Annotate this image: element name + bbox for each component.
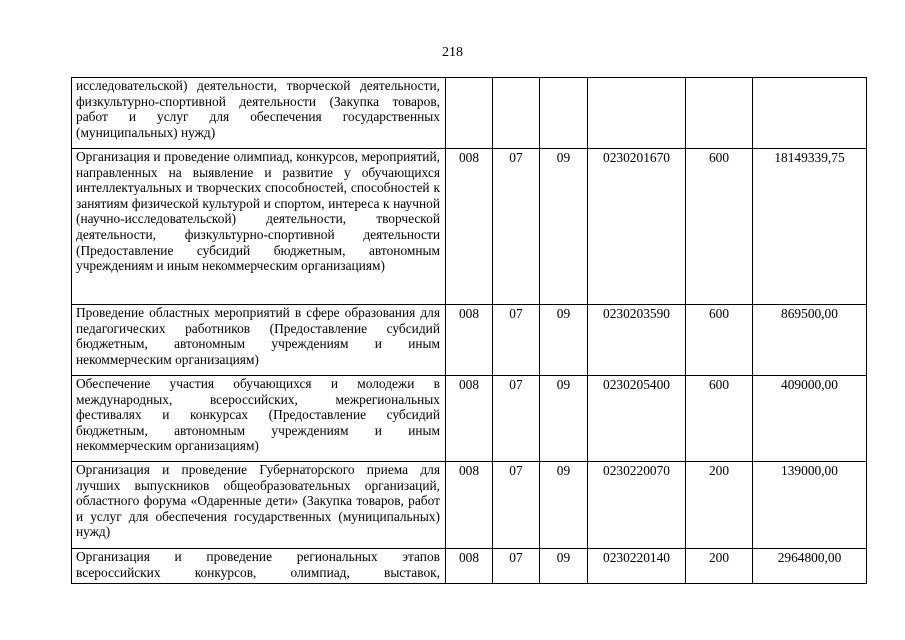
subsection-code: 09 [540,462,588,549]
row-description: Проведение областных мероприятий в сфере образования для педагогических работников (Предоставление субсидий бюджетным, автономным учреждениям и иным некоммерческим организациям) [72,305,446,376]
expense-type-code: 200 [686,549,753,584]
row-description: исследовательской) деятельности, творческой деятельности, физкультурно-спортивной деятельности (Закупка товаров, работ и услуг для обеспечения государственных (муниципальных) нужд) [72,78,446,149]
expense-type-code: 600 [686,305,753,376]
row-description: Обеспечение участия обучающихся и молодежи в международных, всероссийских, межрегиональных фестивалях и конкурсах (Предоставление субсидий бюджетным, автономным учреждениям и иным некоммерческим организациям) [72,376,446,462]
section-code: 07 [493,376,540,462]
page-number: 218 [442,45,463,60]
section-code: 07 [493,305,540,376]
target-article-code: 0230205400 [588,376,686,462]
subsection-code: 09 [540,149,588,305]
section-code: 07 [493,549,540,584]
target-article-code: 0230203590 [588,305,686,376]
subsection-code: 09 [540,376,588,462]
table-row [72,549,867,584]
expense-type-code: 600 [686,376,753,462]
ministry-code: 008 [446,549,493,584]
budget-table [71,77,867,584]
amount-value: 18149339,75 [753,149,867,305]
row-description: Организация и проведение региональных этапов всероссийских конкурсов, олимпиад, выставок, [72,549,446,584]
ministry-code: 008 [446,305,493,376]
ministry-code: 008 [446,462,493,549]
target-article-code: 0230220070 [588,462,686,549]
subsection-code: 09 [540,549,588,584]
subsection-code [540,78,588,149]
target-article-code: 0230220140 [588,549,686,584]
amount-value: 139000,00 [753,462,867,549]
amount-value: 409000,00 [753,376,867,462]
table-row [72,462,867,549]
table-row [72,305,867,376]
ministry-code: 008 [446,376,493,462]
ministry-code [446,78,493,149]
target-article-code: 0230201670 [588,149,686,305]
table-row [72,149,867,305]
expense-type-code: 200 [686,462,753,549]
section-code: 07 [493,462,540,549]
section-code [493,78,540,149]
target-article-code [588,78,686,149]
section-code: 07 [493,149,540,305]
row-description: Организация и проведение Губернаторского приема для лучших выпускников общеобразовательных организаций, областного форума «Одаренные дети» (Закупка товаров, работ и услуг для обеспечения государственных (муниципальных) нужд) [72,462,446,549]
amount-value: 869500,00 [753,305,867,376]
row-description: Организация и проведение олимпиад, конкурсов, мероприятий, направленных на выявление и развитие у обучающихся интеллектуальных и творческих способностей, способностей к занятиям физической культурой и спортом, интереса к научной (научно-исследовательской) деятельности, творческой деятельности, физкультурно-спортивной деятельности (Предоставление субсидий бюджетным, автономным учреждениям и иным некоммерческим организациям) [72,149,446,305]
expense-type-code: 600 [686,149,753,305]
ministry-code: 008 [446,149,493,305]
expense-type-code [686,78,753,149]
amount-value [753,78,867,149]
table-row [72,376,867,462]
table-row [72,78,867,149]
amount-value: 2964800,00 [753,549,867,584]
subsection-code: 09 [540,305,588,376]
